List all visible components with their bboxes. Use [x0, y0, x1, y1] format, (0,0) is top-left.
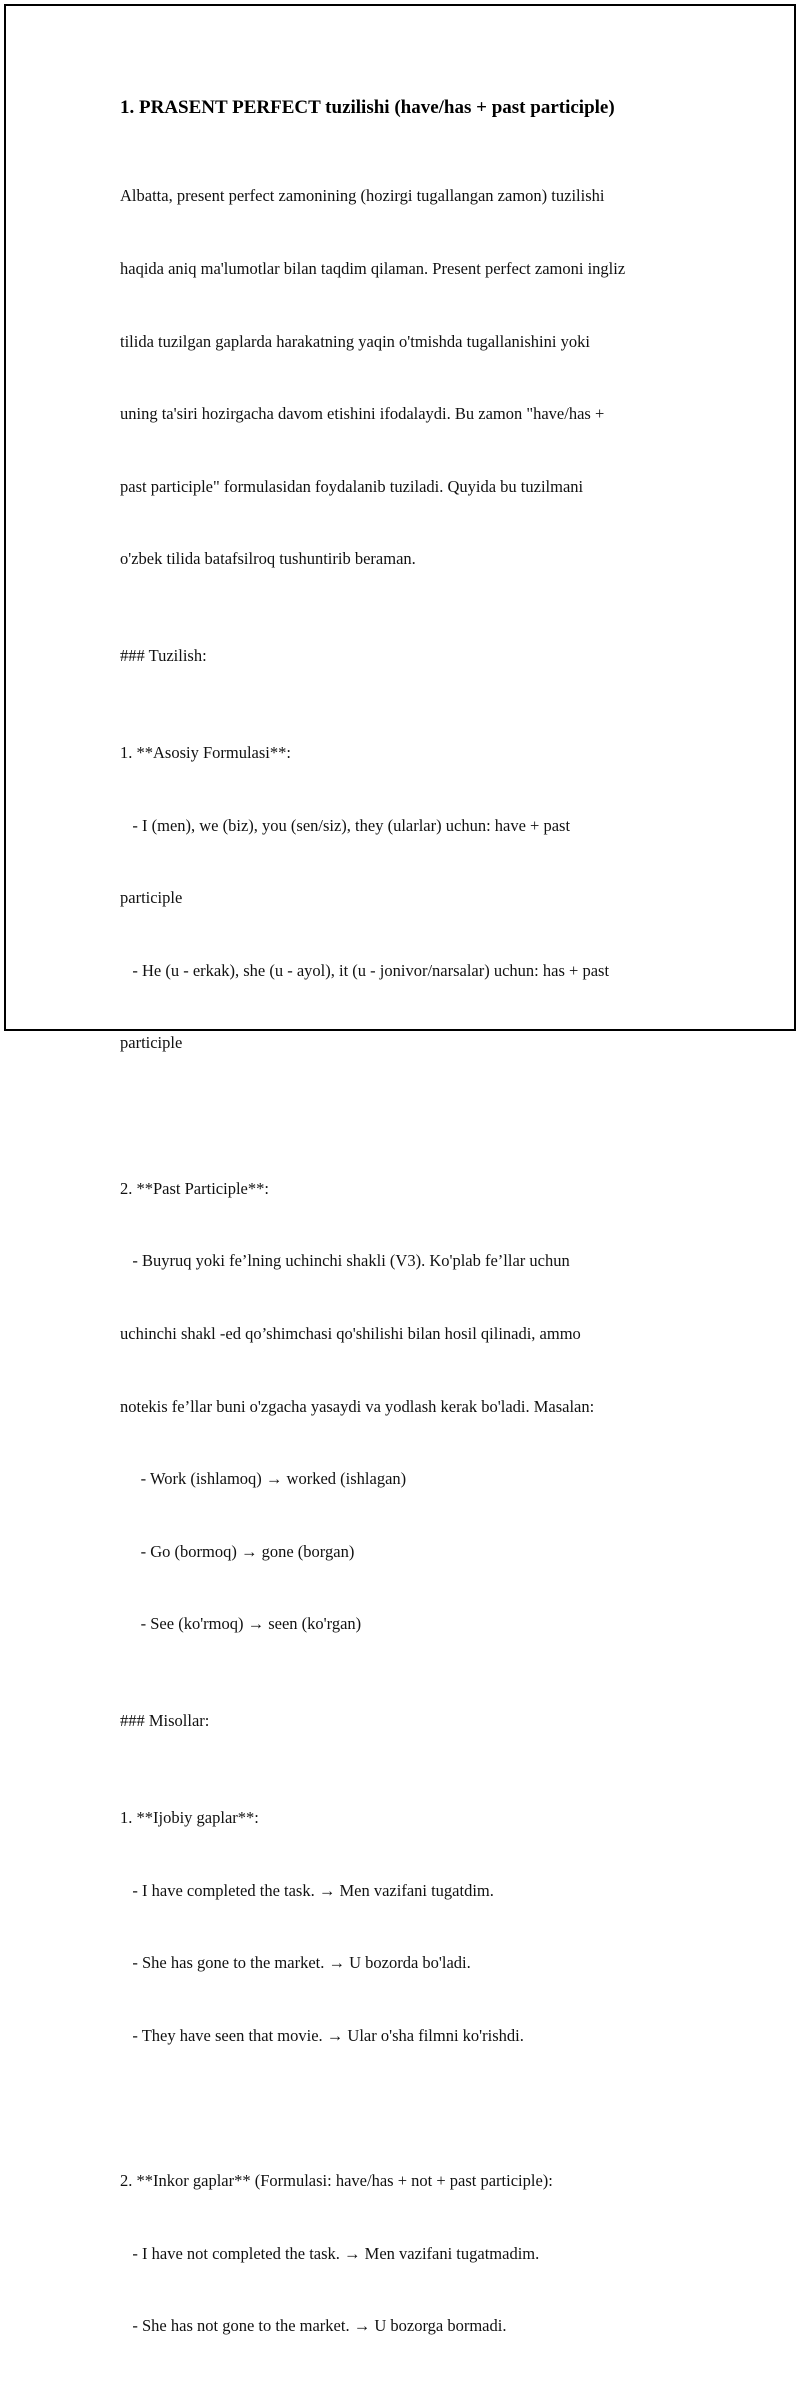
participle-line: 2. **Past Participle**: — [120, 1178, 269, 1198]
participle-block — [120, 1128, 700, 1685]
participle-line: - Buyruq yoki fe’lning uchinchi shakli (V3). Ko'plab fe’llar uchun — [120, 1251, 570, 1271]
formula-line: - I (men), we (biz), you (sen/siz), they (ularlar) uchun: have + past — [120, 815, 571, 835]
participle-line: uchinchi shakl -ed qo’shimchasi qo'shilishi bilan hosil qilinadi, ammo — [120, 1323, 581, 1343]
formula-line: 1. **Asosiy Formulasi**: — [120, 743, 291, 763]
negative-example-line: - She has not gone to the market. → U bozorga bormadi. — [120, 2316, 507, 2336]
positive-examples-block — [120, 1758, 700, 2097]
participle-example-line: - See (ko'rmoq) → seen (ko'rgan) — [120, 1614, 362, 1634]
negative-examples-block — [120, 2121, 700, 2387]
spacer — [120, 1104, 700, 1128]
positive-example-line: - I have completed the task. → Men vazifani tugatdim. — [120, 1880, 494, 1900]
negative-example-line: - I have not completed the task. → Men vazifani tugatmadim. — [120, 2243, 540, 2263]
spacer — [120, 2096, 700, 2120]
document-body — [120, 96, 700, 2387]
positive-example-line: - She has gone to the market. → U bozorda bo'ladi. — [120, 1953, 471, 1973]
formula-line: participle — [120, 1033, 183, 1053]
spacer — [120, 1733, 700, 1757]
spacer — [120, 620, 700, 644]
spacer — [120, 668, 700, 692]
positive-example-line: 1. **Ijobiy gaplar**: — [120, 1807, 259, 1827]
formula-line: participle — [120, 888, 183, 908]
intro-line: tilida tuzilgan gaplarda harakatning yaqin o'tmishda tugallanishini yoki — [120, 331, 590, 351]
formula-block — [120, 693, 700, 1104]
participle-line: notekis fe’llar buni o'zgacha yasaydi va yodlash kerak bo'ladi. Masalan: — [120, 1396, 595, 1416]
intro-line: o'zbek tilida batafsilroq tushuntirib beraman. — [120, 549, 416, 569]
positive-example-line: - They have seen that movie. → Ular o'sha filmni ko'rishdi. — [120, 2025, 524, 2045]
intro-line: Albatta, present perfect zamonining (hozirgi tugallangan zamon) tuzilishi — [120, 186, 605, 206]
participle-example-line: - Work (ishlamoq) → worked (ishlagan) — [120, 1469, 407, 1489]
intro-line: past participle" formulasidan foydalanib tuziladi. Quyida bu tuzilmani — [120, 476, 584, 496]
page-frame — [4, 4, 796, 2336]
section-heading-examples: ### Misollar: — [120, 1711, 210, 1731]
intro-paragraph — [120, 136, 700, 620]
spacer — [120, 1685, 700, 1709]
intro-line: haqida aniq ma'lumotlar bilan taqdim qilaman. Present perfect zamoni ingliz — [120, 259, 626, 279]
negative-example-line: 2. **Inkor gaplar** (Formulasi: have/has + not + past participle): — [120, 2170, 553, 2190]
formula-line: - He (u - erkak), she (u - ayol), it (u - jonivor/narsalar) uchun: has + past — [120, 960, 610, 980]
section-heading-structure: ### Tuzilish: — [120, 646, 207, 666]
participle-example-line: - Go (bormoq) → gone (borgan) — [120, 1541, 355, 1561]
document-title: 1. PRASENT PERFECT tuzilishi (have/has + past participle) — [120, 97, 615, 118]
intro-line: uning ta'siri hozirgacha davom etishini ifodalaydi. Bu zamon "have/has + — [120, 404, 605, 424]
